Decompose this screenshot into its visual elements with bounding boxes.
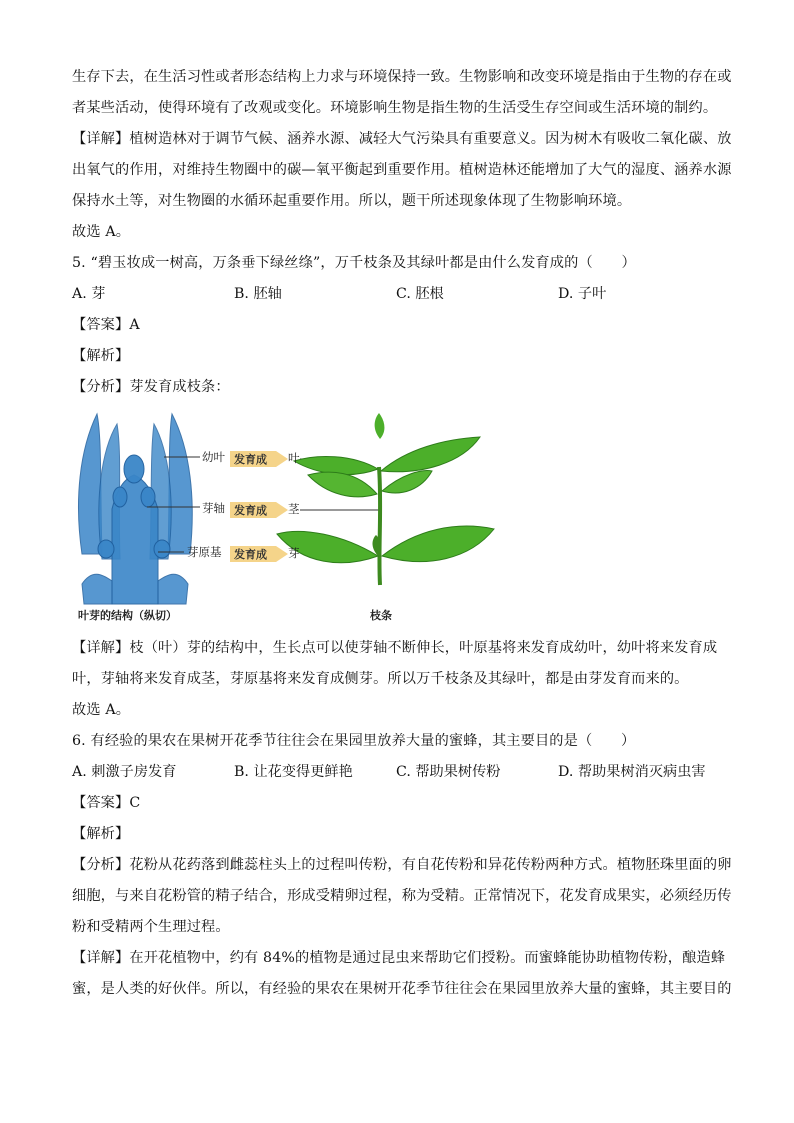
label-young-leaf: 幼叶 xyxy=(202,450,225,464)
answer-line: 【答案】A xyxy=(72,317,140,333)
text-line: 者某些活动，使得环境有了改观或变化。环境影响生物是指生物的生活受生存空间或生活环境的制约。 xyxy=(72,100,718,116)
analysis-line: 粉和受精两个生理过程。 xyxy=(72,919,230,935)
detail-line: 【详解】在开花植物中，约有 84%的植物是通过昆虫来帮助它们授粉。而蜜蜂能协助植物传粉，酿造蜂 xyxy=(72,950,726,966)
option-d: D. 帮助果树消灭病虫害 xyxy=(558,764,706,780)
arrow-text: 发育成 xyxy=(234,453,267,466)
analysis-heading: 【解析】 xyxy=(72,348,130,364)
develop-arrow xyxy=(230,449,288,469)
detail-line: 叶，芽轴将来发育成茎，芽原基将来发育成侧芽。所以万千枝条及其绿叶，都是由芽发育而来的。 xyxy=(72,671,689,687)
option-b: B. 胚轴 xyxy=(234,286,282,302)
analysis-heading: 【解析】 xyxy=(72,826,130,842)
conclusion-line: 故选 A。 xyxy=(72,702,131,718)
develop-arrow xyxy=(230,500,288,520)
label-bud-primordium: 芽原基 xyxy=(187,545,222,559)
label-bud-axis: 芽轴 xyxy=(202,501,225,515)
detail-line: 【详解】枝（叶）芽的结构中，生长点可以使芽轴不断伸长，叶原基将来发育成幼叶，幼叶将来发育成 xyxy=(72,640,718,656)
text-line: 保持水土等，对生物圈的水循环起重要作用。所以，题干所述现象体现了生物影响环境。 xyxy=(72,193,632,209)
analysis-line: 【分析】花粉从花药落到雌蕊柱头上的过程叫传粉，有自花传粉和异花传粉两种方式。植物胚珠里面的卵 xyxy=(72,857,732,873)
question-5-options xyxy=(72,279,722,310)
result-leaf: 叶 xyxy=(288,451,300,465)
text-line: 【详解】植树造林对于调节气候、涵养水源、减轻大气污染具有重要意义。因为树木有吸收二氧化碳、放 xyxy=(72,131,732,147)
conclusion-line: 故选 A。 xyxy=(72,224,131,240)
question-6-stem: 6. 有经验的果农在果树开花季节往往会在果园里放养大量的蜜蜂，其主要目的是（ ） xyxy=(72,733,636,749)
option-c: C. 帮助果树传粉 xyxy=(396,764,501,780)
document-page xyxy=(72,62,732,1005)
branch-image xyxy=(277,413,494,585)
option-c: C. 胚根 xyxy=(396,286,444,302)
result-bud: 芽 xyxy=(288,546,300,560)
answer-line: 【答案】C xyxy=(72,795,141,811)
detail-line: 蜜，是人类的好伙伴。所以，有经验的果农在果树开花季节往往会在果园里放养大量的蜜蜂，其主要目的 xyxy=(72,981,732,997)
analysis-line: 【分析】芽发育成枝条： xyxy=(72,379,230,395)
option-d: D. 子叶 xyxy=(558,286,607,302)
option-a: A. 刺激子房发育 xyxy=(72,764,177,780)
caption-bud-structure: 叶芽的结构（纵切） xyxy=(78,609,177,622)
arrow-text: 发育成 xyxy=(234,548,267,561)
analysis-line: 细胞，与来自花粉管的精子结合，形成受精卵过程，称为受精。正常情况下，花发育成果实，必须经历传 xyxy=(72,888,732,904)
question-5-stem: 5. “碧玉妆成一树高，万条垂下绿丝绦”，万千枝条及其绿叶都是由什么发育成的（ ） xyxy=(72,255,636,271)
arrow-text: 发育成 xyxy=(234,504,267,517)
bud-section-image xyxy=(78,414,192,604)
caption-branch: 枝条 xyxy=(370,609,392,622)
result-stem: 茎 xyxy=(288,502,300,516)
text-line: 出氧气的作用，对维持生物圈中的碳—氧平衡起到重要作用。植树造林还能增加了大气的湿度、涵养水源 xyxy=(72,162,732,178)
develop-arrow xyxy=(230,544,288,564)
bud-development-figure xyxy=(72,409,502,625)
option-b: B. 让花变得更鲜艳 xyxy=(234,764,353,780)
text-line: 生存下去，在生活习性或者形态结构上力求与环境保持一致。生物影响和改变环境是指由于生物的存在或 xyxy=(72,69,732,85)
option-a: A. 芽 xyxy=(72,286,106,302)
question-6-options xyxy=(72,757,722,788)
